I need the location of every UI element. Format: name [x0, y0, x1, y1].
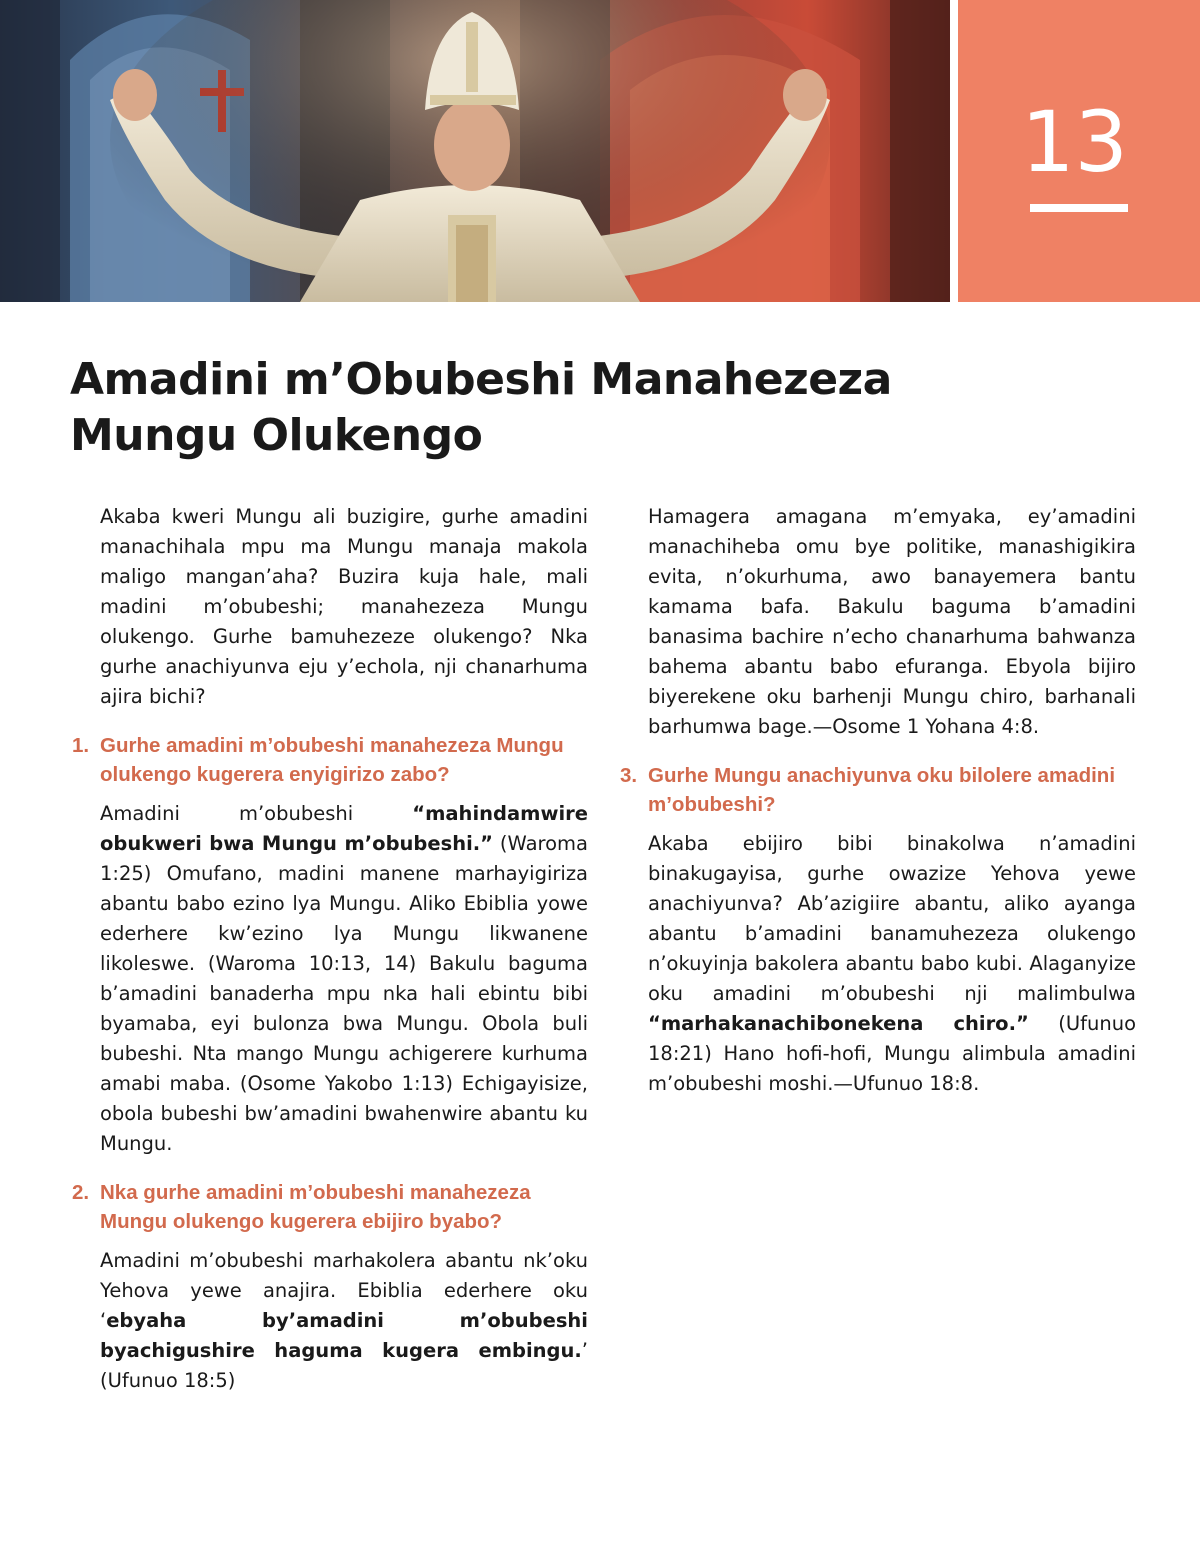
question-2-number: 2. [72, 1181, 90, 1204]
answer-2-continuation: Hamagera amagana m’emyaka, ey’amadini manachiheba omu bye politike, manashigikira evita, n’okurhuma, awo banayemera bantu kamama bafa. Bakulu baguma b’amadini banasima bachire n’echo chanarhuma bahwanza bahema abantu babo efuranga. Ebyola bijiro biyerekene oku barhenji Mungu chiro, barhanali barhumwa bage.—Osome 1 Yohana 4:8. [648, 505, 1136, 738]
title-line-1: Amadini m’Obubeshi Manahezeza [70, 354, 892, 405]
hero-image [0, 0, 950, 302]
answer-2-text-a: Amadini m’obubeshi marhakolera abantu nk’oku Yehova yewe anajira. Ebiblia ederhere oku ‘ [100, 1249, 588, 1332]
intro-paragraph: Akaba kweri Mungu ali buzigire, gurhe amadini manachihala mpu ma Mungu manaja makola maligo mangan’aha? Buzira kuja hale, mali madini m’obubeshi; manahezeza Mungu olukengo. Gurhe bamuhezeze olukengo? Nka gurhe anachiyunva eju y’echola, nji chanarhuma ajira bichi? [100, 505, 588, 708]
answer-1-text-a: Amadini m’obubeshi [100, 802, 413, 825]
question-1-text: Gurhe amadini m’obubeshi manahezeza Mungu olukengo kugerera enyigirizo zabo? [100, 734, 564, 786]
answer-1-text-b: (Waroma 1:25) Omufano, madini manene marhayigiriza abantu babo ezino lya Mungu. Aliko Ebiblia yowe ederhere kw’ezino lya Mungu likwanene likoleswe. (Waroma 10:13, 14) Bakulu baguma b’amadini banaderha mpu nka hali ebintu bibi byamaba, eyi bulonza bwa Mungu. Obola buli bubeshi. Nta mango Mungu achigerere kurhuma amabi maba. (Osome Yakobo 1:13) Echigayisize, obola bubeshi bw’amadini bwahenwire abantu ku Mungu. [100, 832, 588, 1155]
question-2 [72, 1178, 588, 1236]
left-column [72, 502, 588, 1396]
question-2-text: Nka gurhe amadini m’obubeshi manahezeza Mungu olukengo kugerera ebijiro byabo? [100, 1181, 531, 1233]
right-column [620, 502, 1136, 1099]
answer-2-quote: ebyaha by’amadini m’obubeshi byachigushire haguma kugera embingu. [100, 1309, 588, 1362]
answer-1-quote: “mahindamwire obukweri bwa Mungu m’obubeshi.” [100, 802, 588, 855]
question-3-text: Gurhe Mungu anachiyunva oku bilolere amadini m’obubeshi? [648, 764, 1116, 816]
answer-2-paragraph [100, 1246, 588, 1396]
question-1-number: 1. [72, 734, 90, 757]
page-title [70, 352, 970, 464]
lesson-number: 13 [1021, 93, 1128, 191]
cathedral-priest-illustration [0, 0, 950, 302]
answer-3-text-b: (Ufunuo 18:21) Hano hofi-hofi, Mungu alimbula amadini m’obubeshi moshi.—Ufunuo 18:8. [648, 1012, 1136, 1095]
answer-3-text-a: Akaba ebijiro bibi binakolwa n’amadini binakugayisa, gurhe owazize Yehova yewe anachiyunva? Ab’azigiire abantu, aliko ayanga abantu b’amadini banamuhezeza olukengo n’okuyinja bakolera abantu babo kubi. Alaganyize oku amadini m’obubeshi nji malimbulwa [648, 832, 1136, 1005]
lesson-badge [958, 0, 1200, 302]
lesson-number-underline [1030, 204, 1128, 212]
question-3 [620, 761, 1136, 819]
title-line-2: Mungu Olukengo [70, 410, 483, 461]
question-3-number: 3. [620, 764, 638, 787]
answer-3-quote: “marhakanachibonekena chiro.” [648, 1012, 1029, 1035]
answer-3-paragraph [648, 829, 1136, 1099]
answer-2-text-b: ’ (Ufunuo 18:5) [100, 1339, 588, 1392]
question-1 [72, 731, 588, 789]
answer-1-paragraph [100, 799, 588, 1159]
